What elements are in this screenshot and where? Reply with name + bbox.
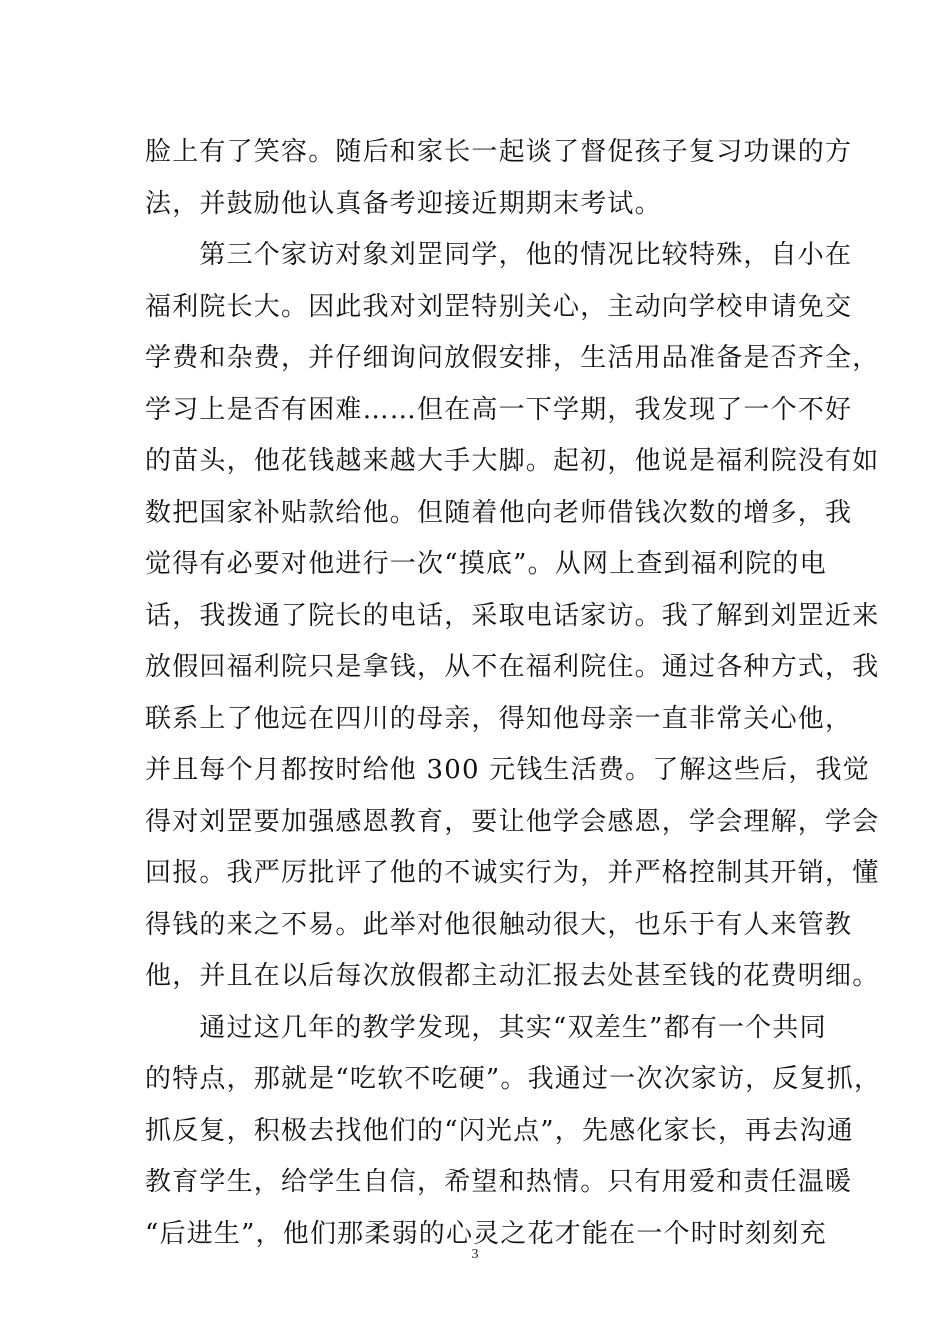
page-number: 3 xyxy=(471,1247,479,1262)
text-line: 联系上了他远在四川的母亲，得知他母亲一直非常关心他， xyxy=(145,703,853,734)
text-line: 并且每个月都按时给他 300 元钱生活费。了解这些后，我觉 xyxy=(145,755,870,785)
text-line: 话，我拨通了院长的电话，采取电话家访。我了解到刘罡近来 xyxy=(145,600,880,631)
body-text xyxy=(145,127,882,1260)
text-line: “后进生”，他们那柔弱的心灵之花才能在一个时时刻刻充 xyxy=(145,1218,827,1249)
text-line: 法，并鼓励他认真备考迎接近期期末考试。 xyxy=(145,188,662,219)
text-line: 脸上有了笑容。随后和家长一起谈了督促孩子复习功课的方 xyxy=(145,137,853,167)
text-line: 数把国家补贴款给他。但随着他向老师借钱次数的增多，我 xyxy=(145,497,853,528)
text-line: 教育学生，给学生自信，希望和热情。只有用爱和责任温暖 xyxy=(145,1167,853,1197)
text-line: 抓反复，积极去找他们的“闪光点”，先感化家长，再去沟通 xyxy=(145,1115,854,1146)
text-line: 回报。我严厉批评了他的不诚实行为，并严格控制其开销，懂 xyxy=(145,858,880,888)
text-line: 学习上是否有困难……但在高一下学期，我发现了一个不好 xyxy=(145,394,853,425)
text-line: 学费和杂费，并仔细询问放假安排，生活用品准备是否齐全， xyxy=(145,343,880,373)
text-line: 得对刘罡要加强感恩教育，要让他学会感恩，学会理解，学会 xyxy=(145,806,880,837)
text-line: 觉得有必要对他进行一次“摸底”。从网上查到福利院的电 xyxy=(145,549,827,579)
text-line: 福利院长大。因此我对刘罡特别关心，主动向学校申请免交 xyxy=(145,291,853,322)
text-line: 他，并且在以后每次放假都主动汇报去处甚至钱的花费明细。 xyxy=(145,961,880,991)
text-line: 的特点，那就是“吃软不吃硬”。我通过一次次家访，反复抓， xyxy=(145,1064,882,1094)
text-line: 放假回福利院只是拿钱，从不在福利院住。通过各种方式，我 xyxy=(145,652,880,682)
text-line: 的苗头，他花钱越来越大手大脚。起初，他说是福利院没有如 xyxy=(145,446,880,476)
text-line: 第三个家访对象刘罡同学，他的情况比较特殊，自小在 xyxy=(145,240,853,270)
text-line: 得钱的来之不易。此举对他很触动很大，也乐于有人来管教 xyxy=(145,909,853,940)
text-line: 通过这几年的教学发现，其实“双差生”都有一个共同 xyxy=(145,1012,827,1043)
